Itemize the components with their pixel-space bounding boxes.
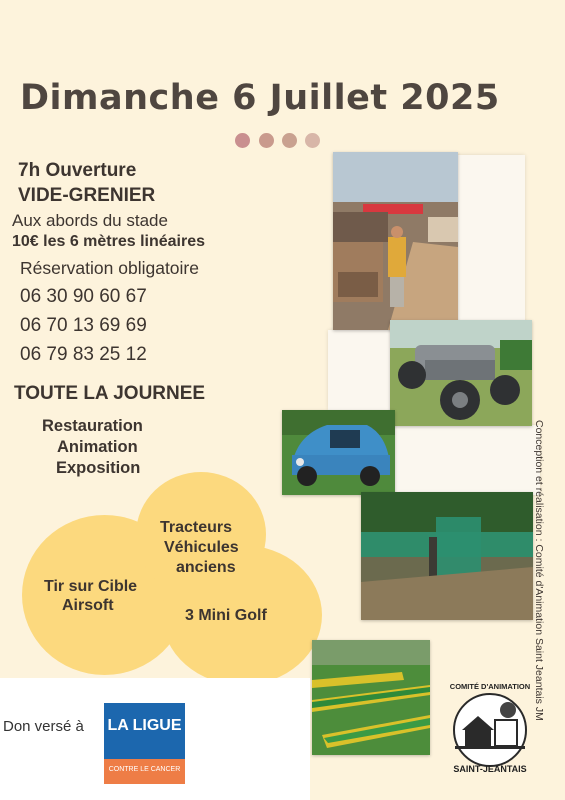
decor-dot (235, 133, 250, 148)
all-day-heading: TOUTE LA JOURNEE (14, 383, 206, 404)
activity-shooting: Tir sur Cible (44, 578, 138, 595)
la-ligue-logo-sub: CONTRE LE CANCER (108, 766, 181, 773)
la-ligue-logo (104, 703, 185, 784)
decor-dot (282, 133, 297, 148)
event-date-title: Dimanche 6 Juillet 2025 (20, 78, 500, 118)
reservation-text: Réservation obligatoire (20, 258, 199, 278)
opening-time: 7h Ouverture (18, 160, 137, 181)
activity-shooting: Airsoft (62, 597, 114, 614)
comite-logo (440, 678, 540, 778)
paper-background (390, 425, 540, 495)
donation-text: Don versé à (3, 718, 84, 735)
event-name: VIDE-GRENIER (18, 185, 156, 206)
service-item: Exposition (56, 459, 141, 477)
phone-number: 06 70 13 69 69 (20, 315, 147, 336)
activity-golf: 3 Mini Golf (185, 607, 267, 624)
decor-dot (259, 133, 274, 148)
decor-dot (305, 133, 320, 148)
paper-background (328, 330, 390, 410)
credit-text: Conception et réalisation : Comité d'Animation Saint Jeantais JM (533, 420, 545, 721)
photo-mini-golf (312, 640, 430, 755)
comite-logo-bottom-text: SAINT-JEANTAIS (453, 764, 527, 774)
price-text: 10€ les 6 mètres linéaires (12, 233, 206, 250)
comite-logo-top-text: COMITÉ D'ANIMATION (449, 682, 531, 691)
phone-number: 06 79 83 25 12 (20, 344, 147, 365)
activity-vehicles: Véhicules (164, 539, 239, 556)
activity-vehicles: anciens (176, 559, 236, 576)
photo-tractor (390, 320, 532, 426)
paper-background (455, 155, 525, 325)
photo-2cv (282, 410, 395, 495)
activity-vehicles: Tracteurs (160, 519, 233, 536)
la-ligue-logo-name: LA LIGUE (107, 717, 182, 734)
photo-airsoft (361, 492, 533, 620)
service-item: Animation (57, 438, 138, 456)
photo-flea-market (333, 152, 458, 330)
service-item: Restauration (42, 417, 143, 435)
location-text: Aux abords du stade (12, 211, 168, 230)
phone-number: 06 30 90 60 67 (20, 286, 147, 307)
